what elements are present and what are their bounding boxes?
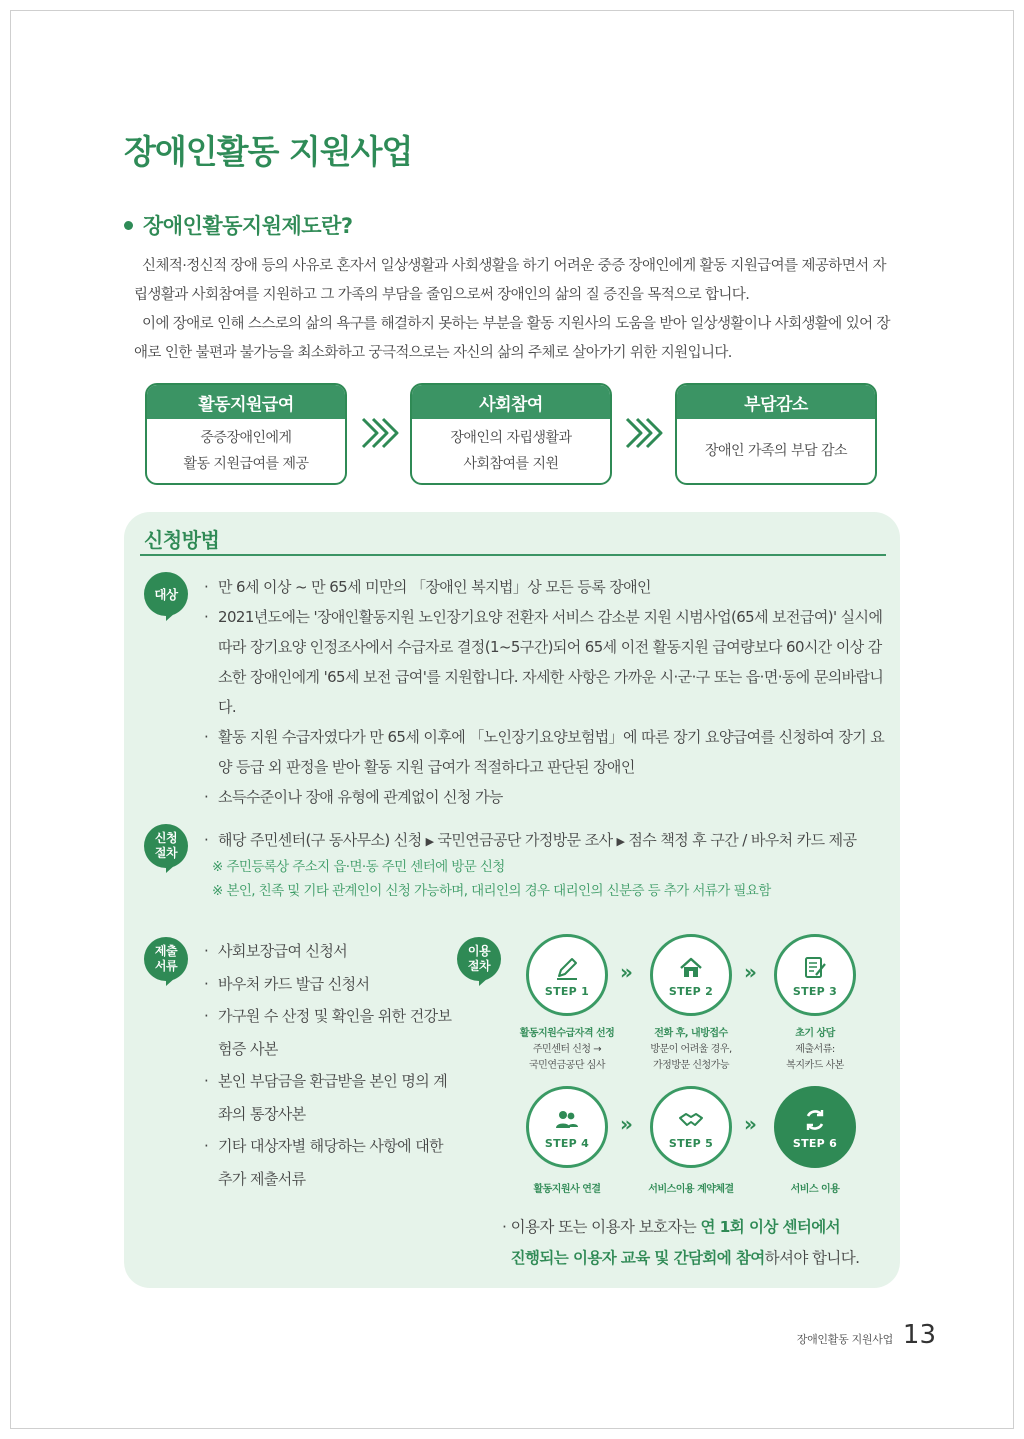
goal-box-social-participation — [410, 383, 612, 485]
list-item: · 본인 부담금을 환급받을 본인 명의 계좌의 통장사본 — [204, 1065, 454, 1130]
goal-box-title: 사회참여 — [412, 385, 610, 419]
list-item: · 사회보장급여 신청서 — [204, 935, 454, 968]
documents-bubble: 제출 서류 — [144, 937, 188, 981]
page-title: 장애인활동 지원사업 — [124, 132, 413, 171]
page-number: 13 — [902, 1320, 936, 1350]
list-item: · 활동 지원 수급자였다가 만 65세 이후에 「노인장기요양보험법」에 따른 장기 요양급여를 신청하여 장기 요양 등급 외 판정을 받아 활동 지원 급여가 적절하다고 판단된 장애인 — [204, 722, 890, 782]
step-3-caption: 초기 상담 제출서류: 복지카드 사본 — [786, 1028, 844, 1071]
list-item: · 가구원 수 산정 및 확인을 위한 건강보험증 사본 — [204, 1000, 454, 1065]
double-chevron-right-icon — [623, 415, 663, 451]
section-title: 장애인활동지원제도란? — [143, 214, 353, 238]
people-icon — [554, 1107, 580, 1133]
intro-paragraph-2: 이에 장애로 인해 스스로의 삶의 욕구를 해결하지 못하는 부분을 활동 지원사의 도움을 받아 일상생활이나 사회생활에 있어 장애로 인한 불편과 불가능을 최소화하고 궁극적으로는 자신의 삶의 주체로 살아가기 위한 지원입니다. — [134, 316, 890, 361]
footer-title: 장애인활동 지원사업 — [796, 1333, 893, 1346]
play-arrow-icon: ▶ — [616, 835, 625, 848]
list-item: · 바우처 카드 발급 신청서 — [204, 968, 454, 1001]
goal-box-body: 장애인의 자립생활과 사회참여를 지원 — [450, 430, 572, 472]
step-4-caption: 활동지원사 연결 — [533, 1184, 601, 1195]
divider — [140, 554, 886, 556]
step-arrow-icon: » — [620, 960, 627, 984]
target-list — [204, 572, 890, 812]
goal-box-activity-support — [145, 383, 347, 485]
documents-list — [204, 935, 454, 1195]
section-heading — [124, 210, 353, 240]
intro-text — [134, 252, 894, 368]
procedure-note: ※ 주민등록상 주소지 읍·면·동 주민 센터에 방문 신청 — [212, 859, 505, 875]
bullet-dot-icon — [124, 221, 133, 230]
procedure-note: ※ 본인, 친족 및 기타 관계인이 신청 가능하며, 대리인의 경우 대리인의 신분증 등 추가 서류가 필요함 — [212, 883, 771, 899]
goal-box-body: 장애인 가족의 부담 감소 — [704, 443, 848, 459]
list-item: · 기타 대상자별 해당하는 사항에 대한 추가 제출서류 — [204, 1130, 454, 1195]
handshake-icon — [678, 1107, 704, 1133]
panel-title: 신청방법 — [144, 528, 220, 552]
step-1-caption: 활동지원수급자격 선정 주민센터 신청 → 국민연금공단 심사 — [519, 1028, 615, 1071]
goal-boxes — [145, 383, 877, 487]
pen-icon — [554, 955, 580, 981]
step-1: STEP 1 — [526, 934, 608, 1016]
intro-paragraph-1: 신체적·정신적 장애 등의 사유로 혼자서 일상생활과 사회생활을 하기 어려운 중증 장애인에게 활동 지원급여를 제공하면서 자립생활과 사회참여를 지원하고 그 가족의 부담을 줄임으로써 장애인의 삶의 질 증진을 목적으로 합니다. — [134, 258, 886, 303]
list-item: · 2021년도에는 '장애인활동지원 노인장기요양 전환자 서비스 감소분 지원 시범사업(65세 보전급여)' 실시에 따라 장기요양 인정조사에서 수급자로 결정(1~5구간)되어 65세 이전 활동지원 급여량보다 60시간 이상 감소한 장애인에게 '65세 보전 급여'를 지원합니다. 자세한 사항은 가까운 시·군·구 또는 읍·면·동에 문의바랍니다. — [204, 602, 890, 722]
goal-box-title: 부담감소 — [677, 385, 875, 419]
target-bubble: 대상 — [144, 572, 188, 616]
step-3: STEP 3 — [774, 934, 856, 1016]
usage-bubble: 이용 절차 — [457, 937, 501, 981]
goal-box-body: 중증장애인에게 활동 지원급여를 제공 — [183, 430, 309, 472]
step-arrow-icon: » — [620, 1112, 627, 1136]
goal-box-title: 활동지원급여 — [147, 385, 345, 419]
step-arrow-icon: » — [744, 1112, 751, 1136]
step-4: STEP 4 — [526, 1086, 608, 1168]
procedure-line: · 해당 주민센터(구 동사무소) 신청 ▶ 국민연금공단 가정방문 조사 ▶ 점수 책정 후 구간 / 바우처 카드 제공 — [204, 827, 894, 855]
application-panel — [124, 512, 900, 1288]
step-arrow-icon: » — [744, 960, 751, 984]
step-6-caption: 서비스 이용 — [790, 1184, 840, 1195]
step-5-caption: 서비스이용 계약체결 — [648, 1184, 734, 1195]
step-6: STEP 6 — [774, 1086, 856, 1168]
participation-notice: · 이용자 또는 이용자 보호자는 연 1회 이상 센터에서 진행되는 이용자 교육 및 간담회에 참여하셔야 합니다. — [502, 1218, 860, 1267]
goal-box-burden-reduction — [675, 383, 877, 485]
list-item: · 만 6세 이상 ~ 만 65세 미만의 「장애인 복지법」상 모든 등록 장애인 — [204, 572, 890, 602]
document-icon — [802, 955, 828, 981]
step-2-caption: 전화 후, 내방접수 방문이 어려울 경우, 가정방문 신청가능 — [650, 1028, 732, 1071]
refresh-icon — [802, 1107, 828, 1133]
play-arrow-icon: ▶ — [425, 835, 434, 848]
page-footer — [797, 1320, 936, 1350]
double-chevron-right-icon — [359, 415, 399, 451]
procedure-bubble: 신청 절차 — [144, 824, 188, 868]
procedure-block — [204, 827, 894, 903]
step-5: STEP 5 — [650, 1086, 732, 1168]
home-icon — [678, 955, 704, 981]
step-2: STEP 2 — [650, 934, 732, 1016]
list-item: · 소득수준이나 장애 유형에 관계없이 신청 가능 — [204, 782, 890, 812]
